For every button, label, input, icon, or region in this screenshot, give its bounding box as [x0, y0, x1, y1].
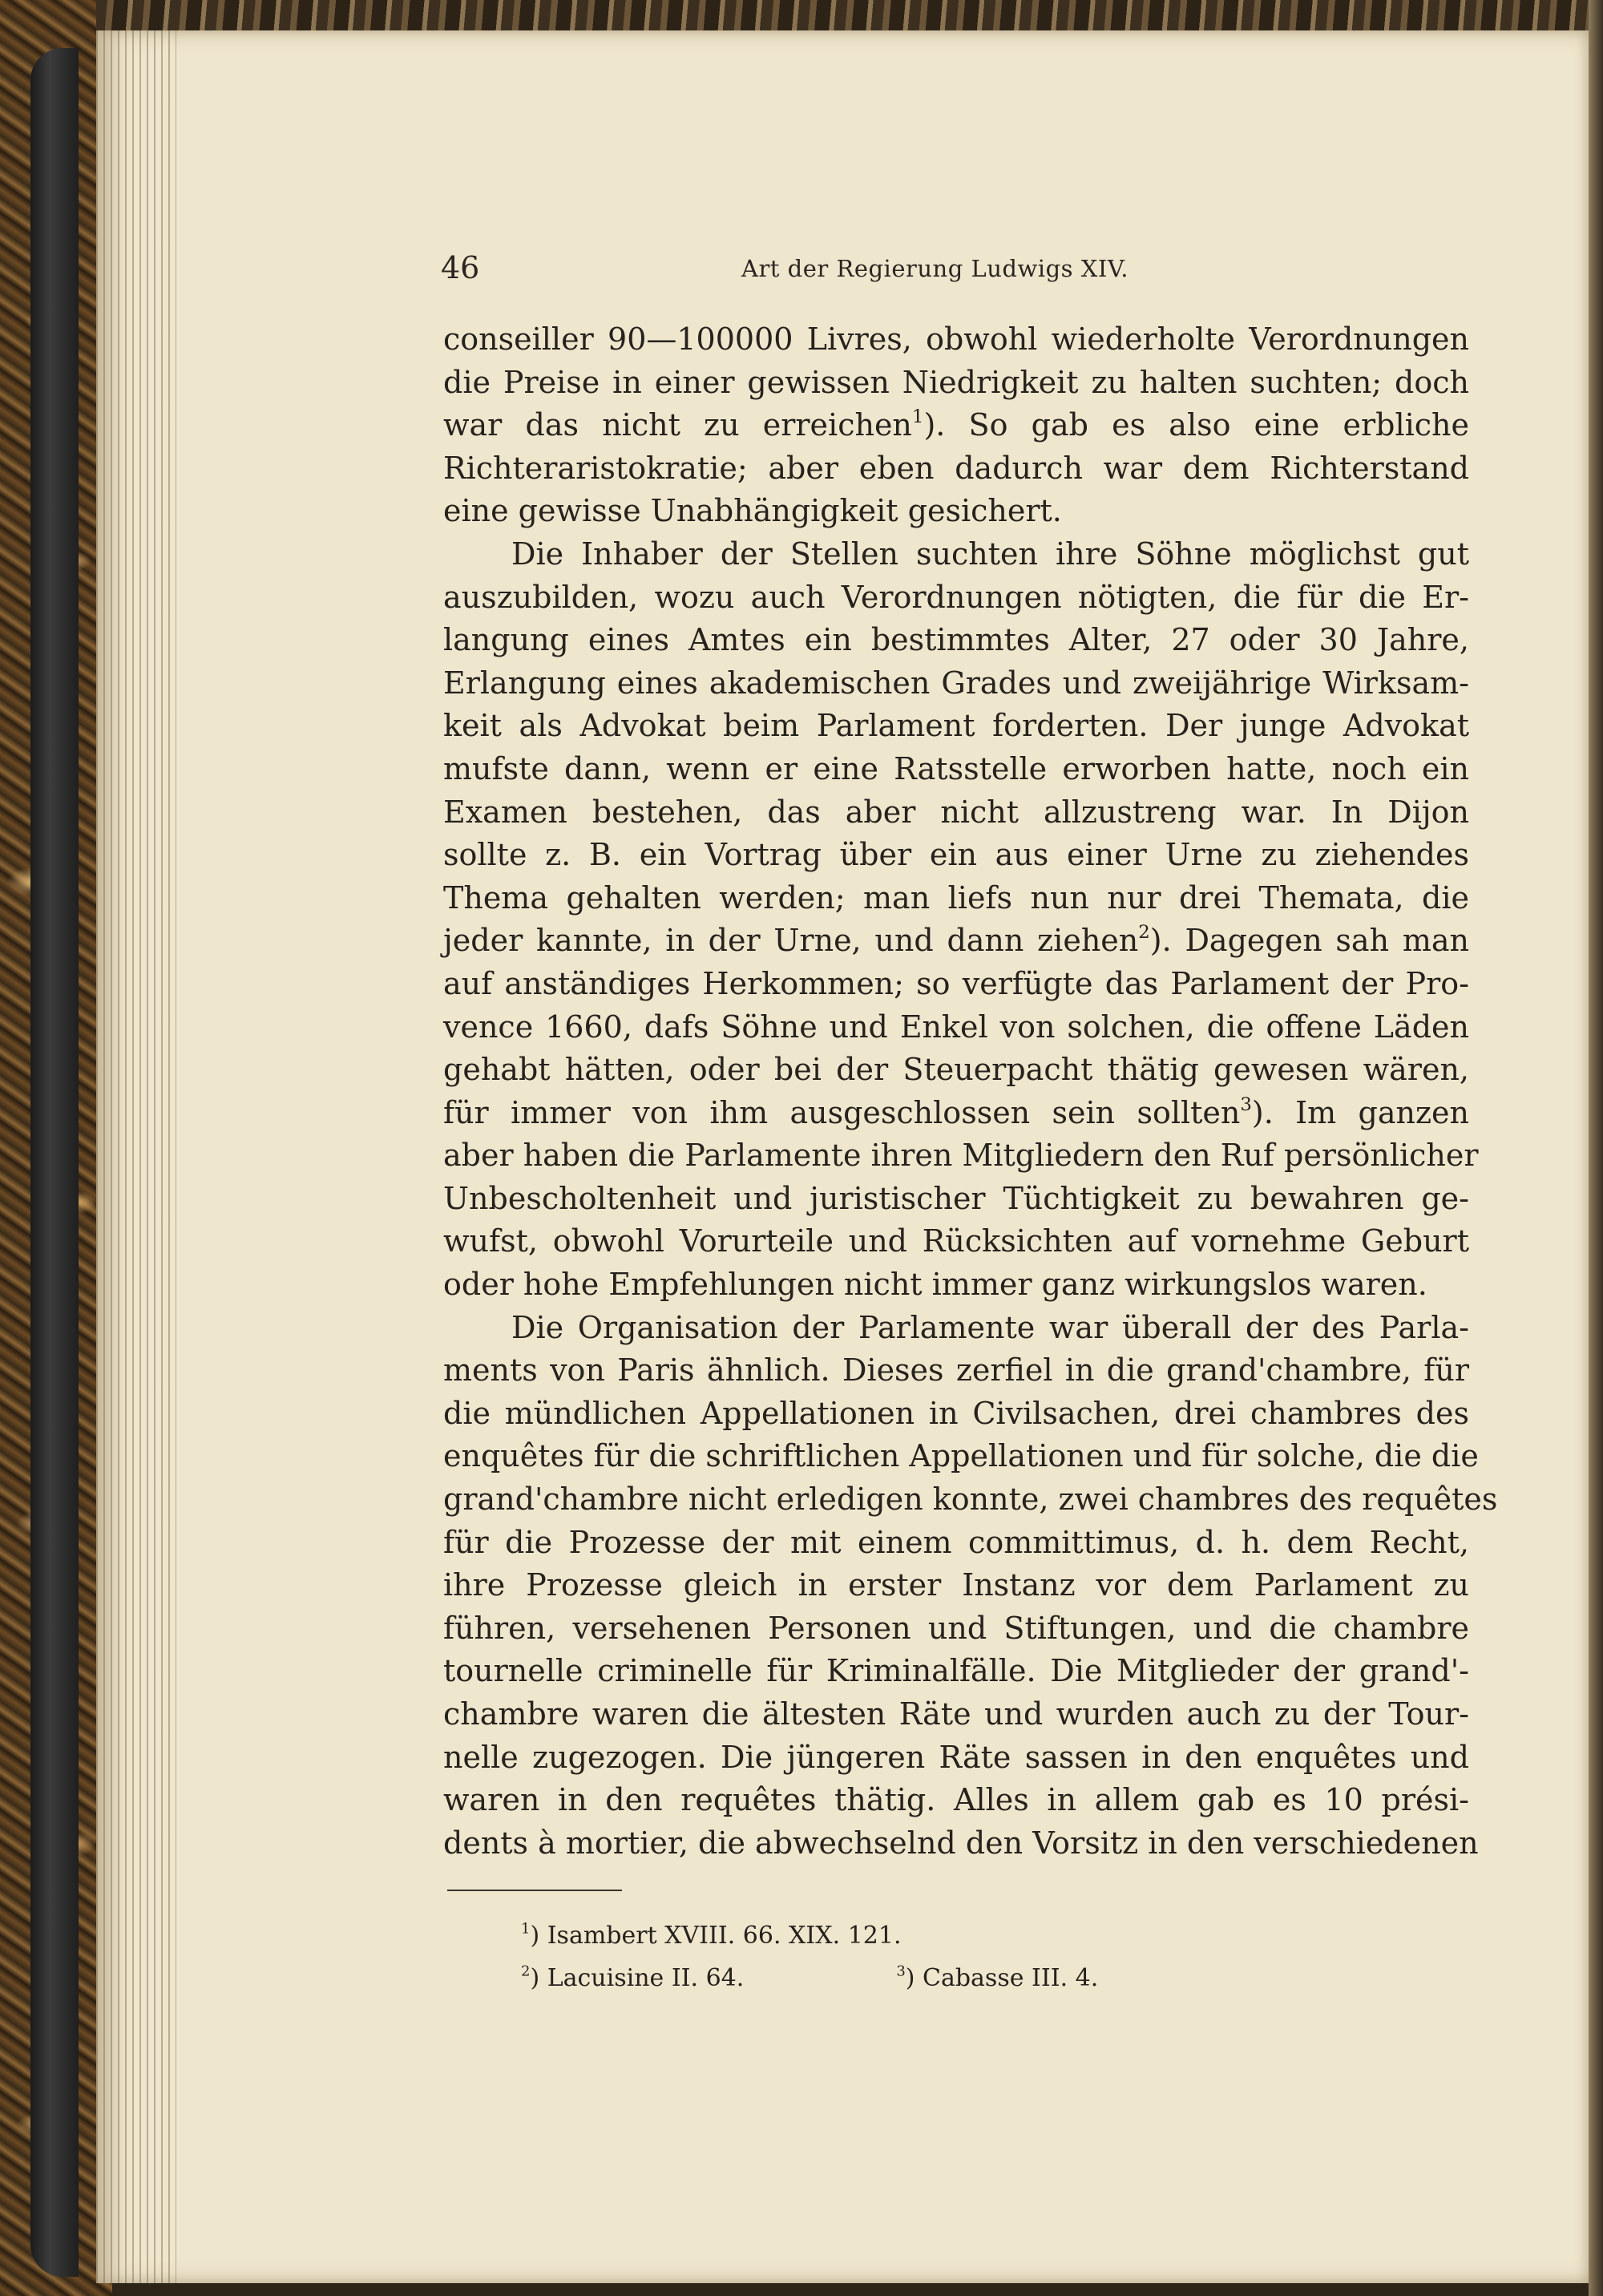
text-line: auf anständiges Herkommen; so verfügte das Parlament der Pro- [443, 965, 1469, 1001]
text-line: Erlangung eines akademischen Grades und zweijährige Wirksam- [443, 665, 1469, 701]
text-line: nelle zugezogen. Die jüngeren Räte sassen in den enquêtes und [443, 1739, 1469, 1775]
body-text [443, 318, 1498, 1865]
text-line: ments von Paris ähnlich. Dieses zerfiel in die grand'chambre, für [443, 1352, 1469, 1389]
top-page-edge [96, 0, 1603, 34]
text-line: ihre Prozesse gleich in erster Instanz vor dem Parlament zu [443, 1567, 1469, 1603]
text-line: Die Inhaber der Stellen suchten ihre Söhne möglichst gut [511, 536, 1469, 572]
text-line: führen, versehenen Personen und Stiftungen, und die chambre [443, 1610, 1469, 1646]
text-line: eine gewisse Unabhängigkeit gesichert. [443, 493, 1062, 529]
text-line: sollte z. B. ein Vortrag über ein aus einer Urne zu ziehendes [443, 837, 1469, 873]
text-line: Unbescholtenheit und juristischer Tüchtigkeit zu bewahren ge- [443, 1180, 1469, 1216]
text-line: waren in den requêtes thätig. Alles in allem gab es 10 prési- [443, 1782, 1469, 1818]
text-line: wufst, obwohl Vorurteile und Rücksichten auf vornehme Geburt [443, 1223, 1469, 1259]
text-line: war das nicht zu erreichen$^1$). So gab es also eine erbliche [443, 406, 1469, 443]
text-line: langung eines Amtes ein bestimmtes Alter, 27 oder 30 Jahre, [443, 622, 1469, 658]
footnote-mark: 2 [521, 1963, 531, 1980]
text-line: chambre waren die ältesten Räte und wurden auch zu der Tour- [443, 1696, 1469, 1732]
running-head: Art der Regierung Ludwigs XIV. [741, 255, 1129, 282]
footnote-rule [447, 1890, 622, 1891]
page-stack-edges [96, 30, 176, 2283]
text-line: aber haben die Parlamente ihren Mitgliedern den Ruf persönlicher [443, 1138, 1479, 1174]
text-line: vence 1660, dafs Söhne und Enkel von solchen, die offene Läden [443, 1009, 1469, 1045]
text-line: die Preise in einer gewissen Niedrigkeit zu halten suchten; doch [443, 364, 1469, 400]
footnote-1 [521, 1914, 1098, 1957]
footnote-mark: 1 [521, 1920, 531, 1938]
page-header [441, 250, 1523, 290]
text-line: für die Prozesse der mit einem committimus, d. h. dem Recht, [443, 1524, 1469, 1560]
text-line: Richteraristokratie; aber eben dadurch war dem Richterstand [443, 450, 1469, 486]
page-number: 46 [441, 250, 480, 285]
text-line: oder hohe Empfehlungen nicht immer ganz wirkungslos waren. [443, 1267, 1427, 1303]
text-line: Die Organisation der Parlamente war überall der des Parla- [511, 1309, 1469, 1345]
text-line: keit als Advokat beim Parlament forderten. Der junge Advokat [443, 708, 1469, 744]
right-page-edge [1589, 0, 1603, 2296]
footnote-text: ) Lacuisine II. 64. [530, 1964, 745, 1992]
footnote-reference: 3 [1240, 1093, 1252, 1115]
text-line: gehabt hätten, oder bei der Steuerpacht thätig gewesen wären, [443, 1052, 1469, 1088]
text-line: tournelle criminelle für Kriminalfälle. Die Mitglieder der grand'- [443, 1653, 1469, 1689]
text-line: grand'chambre nicht erledigen konnte, zwei chambres des requêtes [443, 1481, 1498, 1518]
text-line: für immer von ihm ausgeschlossen sein sollten$^3$). Im ganzen [443, 1093, 1469, 1130]
footnote-text: ) Cabasse III. 4. [905, 1964, 1099, 1992]
text-line: dents à mortier, die abwechselnd den Vorsitz in den verschiedenen [443, 1825, 1479, 1861]
footnote-reference: 1 [911, 406, 924, 428]
text-line: conseiller 90—100000 Livres, obwohl wiederholte Verordnungen [443, 321, 1469, 357]
text-line: Examen bestehen, das aber nicht allzustreng war. In Dijon [443, 794, 1469, 830]
text-line: die mündlichen Appellationen in Civilsachen, drei chambres des [443, 1395, 1469, 1431]
footnote-row [521, 1957, 1098, 1999]
footnote-text: ) Isambert XVIII. 66. XIX. 121. [530, 1922, 902, 1950]
text-line: mufste dann, wenn er eine Ratsstelle erworben hatte, noch ein [443, 750, 1469, 786]
footnote-mark: 3 [896, 1963, 906, 1980]
text-line: jeder kannte, in der Urne, und dann ziehen$^2$). Dagegen sah man [443, 922, 1469, 959]
text-line: auszubilden, wozu auch Verordnungen nötigten, die für die Er- [443, 579, 1469, 615]
text-line: enquêtes für die schriftlichen Appellationen und für solche, die die [443, 1438, 1479, 1474]
text-line: Thema gehalten werden; man liefs nun nur drei Themata, die [443, 879, 1469, 916]
book-binding [30, 48, 79, 2277]
footnote-reference: 2 [1138, 922, 1150, 944]
footnotes [521, 1914, 1098, 1999]
